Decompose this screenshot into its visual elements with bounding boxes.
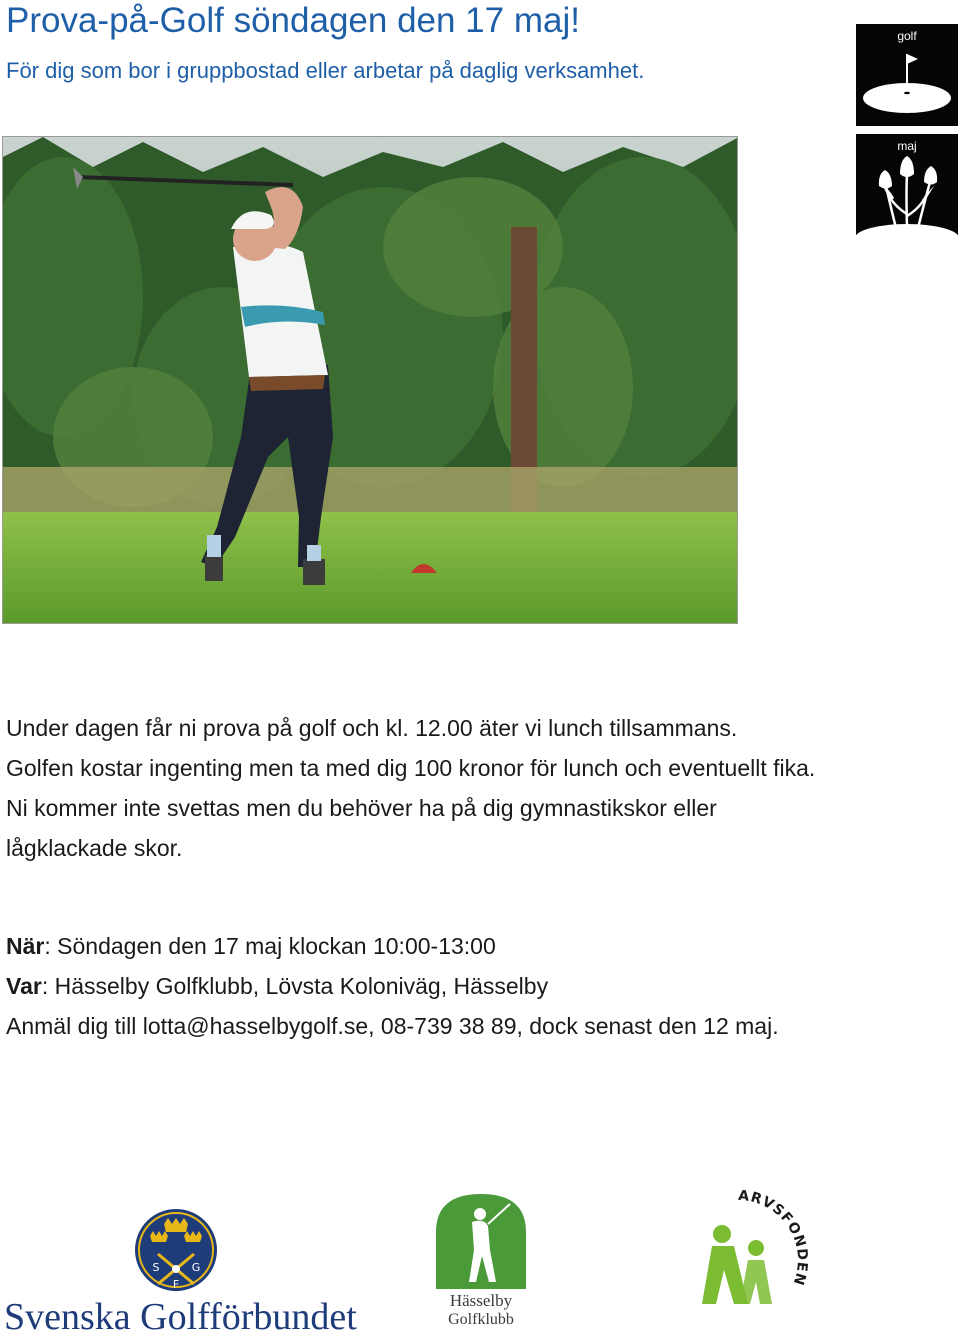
golf-flag-green-icon: [856, 24, 958, 126]
maj-tile-label: maj: [897, 139, 917, 153]
page-title: Prova-på-Golf söndagen den 17 maj!: [6, 1, 580, 40]
sgf-letter-s: S: [152, 1261, 160, 1274]
sgf-logo-wordmark: Svenska Golfförbundet: [4, 1296, 357, 1338]
when-value: : Söndagen den 17 maj klockan 10:00-13:00: [44, 933, 496, 959]
maj-tile: [856, 134, 958, 236]
when-label: När: [6, 933, 45, 959]
where-line: [6, 966, 946, 1006]
hasselby-golfklubb-logo: [434, 1192, 528, 1332]
sgf-letter-f: F: [172, 1278, 180, 1291]
body-paragraph-3: Ni kommer inte svettas men du behöver ha på dig gymnastikskor eller lågklackade skor.: [6, 795, 717, 861]
sgf-letter-g: G: [191, 1261, 201, 1274]
tulips-icon: [856, 134, 958, 236]
when-line: [6, 926, 946, 966]
body-text: [6, 708, 906, 868]
arvsfonden-logo: [664, 1186, 812, 1334]
body-paragraph-1: Under dagen får ni prova på golf och kl. 12.00 äter vi lunch tillsammans.: [6, 715, 738, 741]
body-paragraph-2: Golfen kostar ingenting men ta med dig 100 kronor för lunch och eventuellt fika.: [6, 755, 816, 781]
where-label: Var: [6, 973, 42, 999]
arvsfonden-ring-path: ARVSFONDEN: [737, 1187, 811, 1288]
arvsfonden-figures-icon: [702, 1225, 772, 1304]
golf-tile-label: golf: [897, 29, 917, 43]
sgf-badge-icon: [134, 1208, 218, 1292]
signup-line: Anmäl dig till lotta@hasselbygolf.se, 08-739 38 89, dock senast den 12 maj.: [6, 1013, 779, 1039]
hasselby-line2: Golfklubb: [448, 1311, 514, 1328]
where-value: : Hässelby Golfklubb, Lövsta Koloniväg, Hässelby: [41, 973, 549, 999]
page-subtitle: För dig som bor i gruppbostad eller arbetar på daglig verksamhet.: [6, 58, 645, 83]
hasselby-line1: Hässelby: [449, 1291, 513, 1310]
golf-tile: [856, 24, 958, 126]
event-details: [6, 926, 946, 1046]
golfer-swinging-photo: [2, 136, 738, 624]
